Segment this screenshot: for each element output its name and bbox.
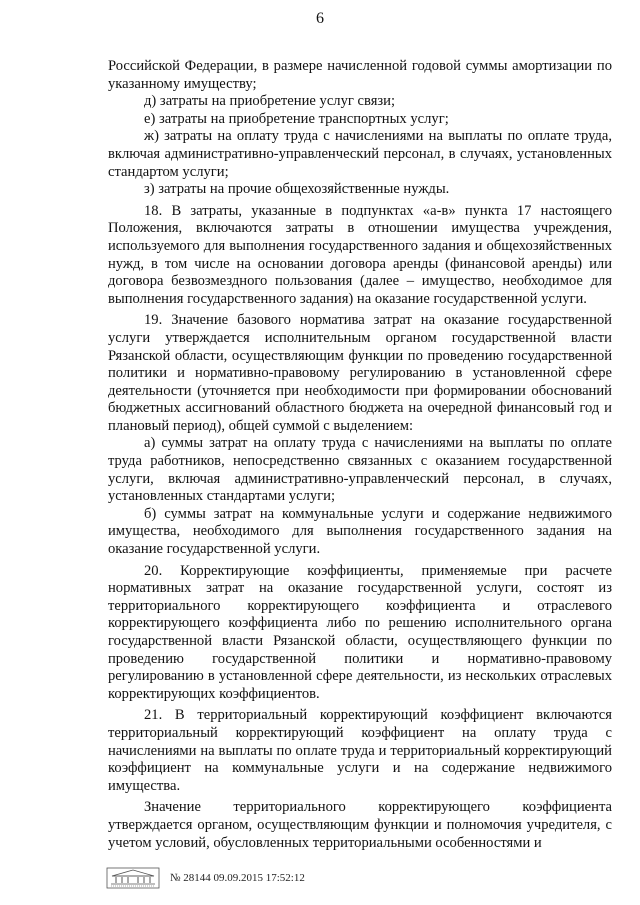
paragraph: Российской Федерации, в размере начисленной годовой суммы амортизации по указанному имуществу; — [108, 58, 612, 92]
registration-number: № 28144 09.09.2015 17:52:12 — [170, 872, 305, 884]
paragraph: д) затраты на приобретение услуг связи; — [144, 93, 396, 110]
government-building-stamp-icon — [106, 867, 160, 889]
paragraph: ж) затраты на оплату труда с начислениями на выплаты по оплате труда, включая административно-управленческий персонал, в случаях, установленных стандартом услуги; — [108, 128, 612, 180]
document-body — [108, 58, 612, 852]
paragraph: 18. В затраты, указанные в подпунктах «а-в» пункта 17 настоящего Положения, включаются затраты в отношении имущества учреждения, используемого для выполнения государственного задания и общехозяйственных нужд, в том числе на основании договора аренды (финансовой аренды) или договора безвозмездного пользования (далее – имущество, необходимое для выполнения государственного задания) на оказание государственной услуги. — [108, 202, 612, 307]
paragraph: е) затраты на приобретение транспортных услуг; — [144, 110, 449, 127]
document-footer — [106, 866, 305, 890]
paragraph: б) суммы затрат на коммунальные услуги и содержание недвижимого имущества, необходимого для выполнения государственного задания на оказание государственной услуги. — [108, 505, 612, 558]
page-number: 6 — [316, 10, 324, 27]
paragraph: 20. Корректирующие коэффициенты, применяемые при расчете нормативных затрат на оказание государственной услуги, состоят из территориального корректирующего коэффициента и отраслевого корректирующего коэффициента либо по решению исполнительного органа государственной власти Рязанской области, осуществляющего функции по проведению государственной политики и нормативно-правовому регулированию в установленной сфере деятельности, из нескольких отраслевых корректирующих коэффициентов. — [108, 562, 612, 702]
paragraph: а) суммы затрат на оплату труда с начислениями на выплаты по оплате труда работников, непосредственно связанных с оказанием государственной услуги, включая административно-управленческий персонал, в случаях, установленных стандартами услуги; — [108, 435, 612, 505]
paragraph: Значение территориального корректирующего коэффициента утверждается органом, осуществляющим функции и полномочия учредителя, с учетом условий, обусловленных территориальными особенностями и — [108, 799, 612, 851]
paragraph: 21. В территориальный корректирующий коэффициент включаются территориальный корректирующий коэффициент на оплату труда с начислениями на выплаты по оплате труда и территориальный корректирующий коэффициент на коммунальные услуги и на содержание недвижимого имущества. — [108, 707, 612, 794]
paragraph: 19. Значение базового норматива затрат на оказание государственной услуги утверждается исполнительным органом государственной власти Рязанской области, осуществляющим функции по проведению государственной политики и нормативно-правовому регулированию в установленной сфере деятельности (уточняется при необходимости при формировании обоснований бюджетных ассигнований областного бюджета на очередной финансовый год и плановый период), общей суммой с выделением: — [108, 312, 612, 434]
paragraph: з) затраты на прочие общехозяйственные нужды. — [144, 181, 450, 198]
